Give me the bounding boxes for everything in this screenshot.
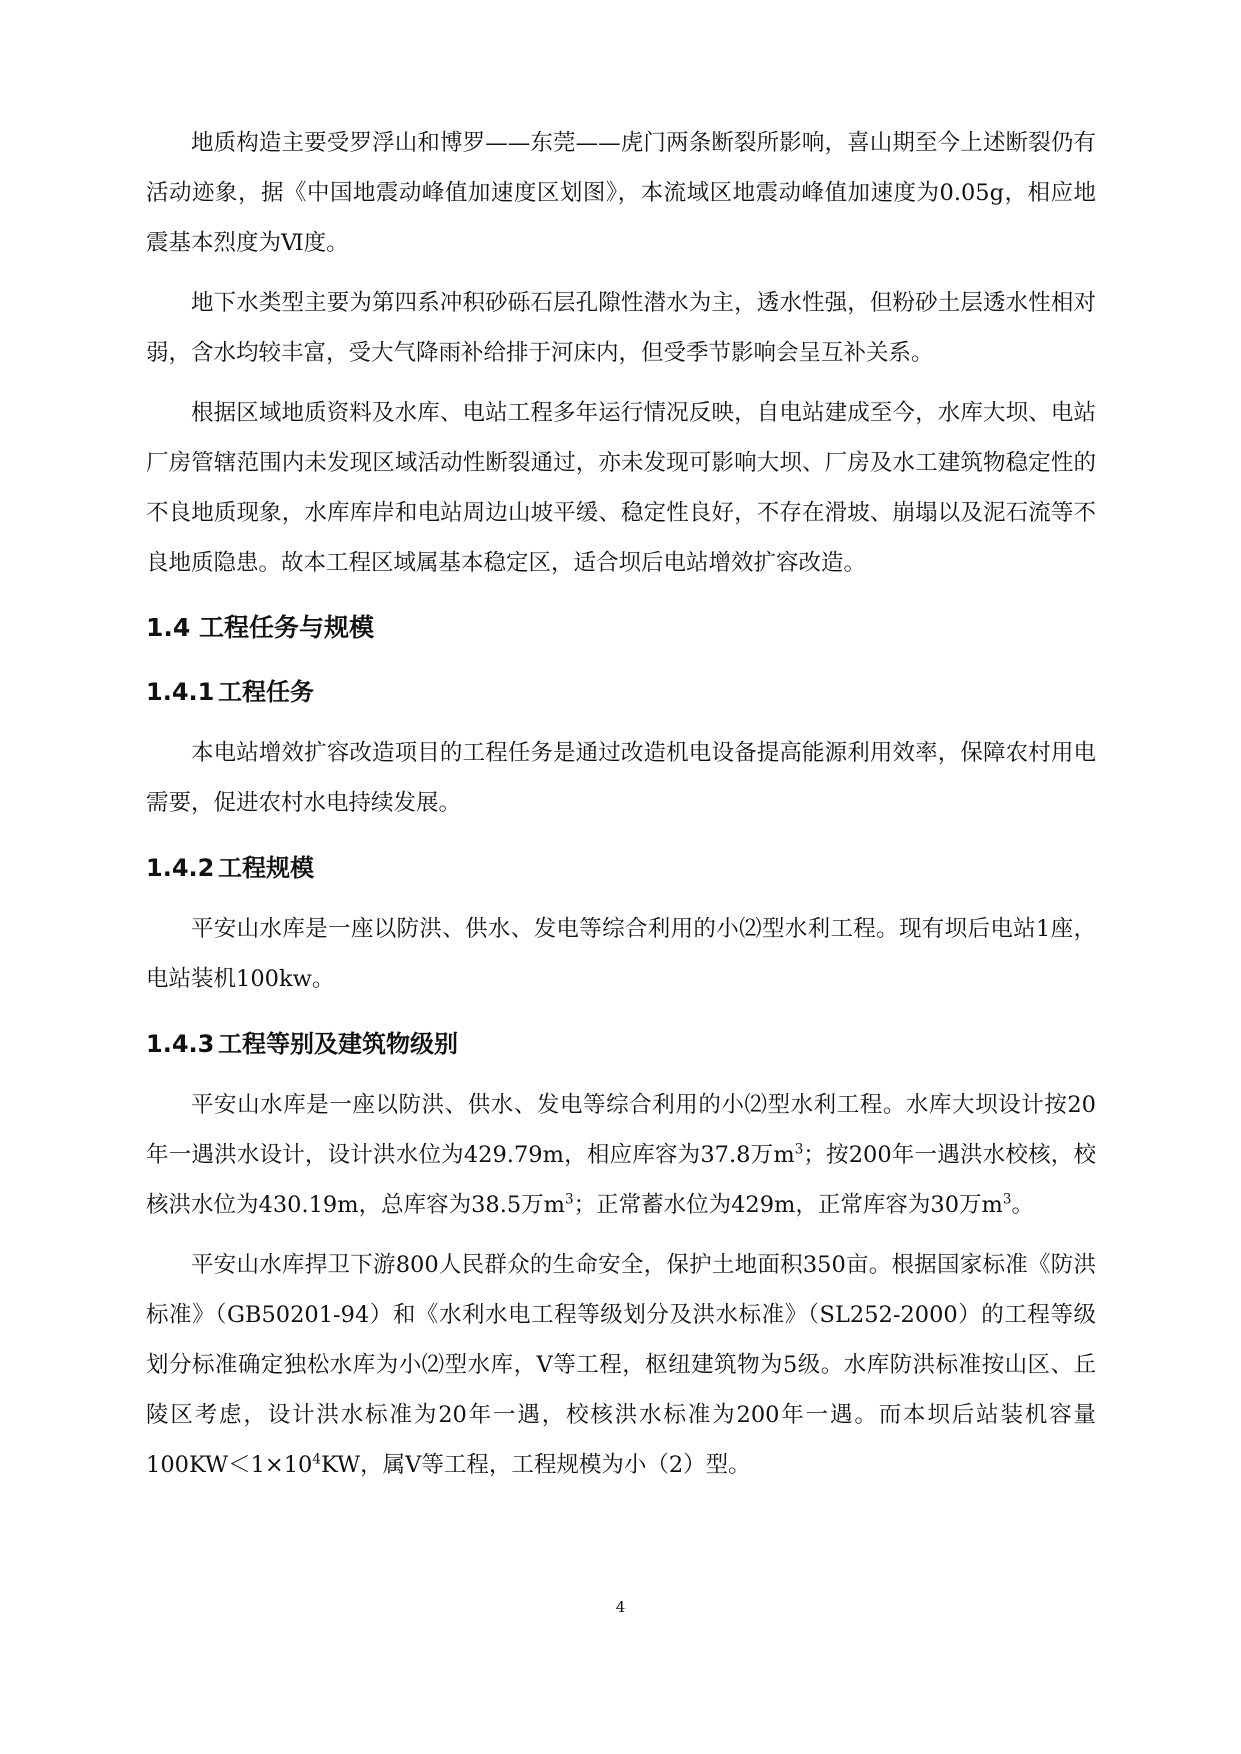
heading-title: 工程规模 [218, 854, 314, 882]
heading-1-4-2 [146, 838, 1096, 904]
heading-1-4: 1.4 工程任务与规模 [146, 613, 374, 642]
heading-title: 工程等别及建筑物级别 [218, 1030, 458, 1058]
page-number: 4 [615, 1598, 626, 1616]
superscript-4: 4 [312, 1451, 321, 1468]
heading-title: 工程任务 [218, 678, 314, 706]
paragraph-flood-standard [146, 1240, 1096, 1500]
paragraph-groundwater: 地下水类型主要为第四系冲积砂砾石层孔隙性潜水为主，透水性强，但粉砂土层透水性相对弱，含水均较丰富，受大气降雨补给排于河床内，但受季节影响会呈互补关系。 [146, 290, 1096, 366]
heading-number: 1.4.3 [146, 1030, 215, 1058]
text-run: 。 [1011, 1192, 1034, 1218]
superscript-3: 3 [1002, 1191, 1012, 1208]
document-body [146, 118, 1096, 1500]
text-run: ；正常蓄水位为429m，正常库容为30万m [573, 1192, 1003, 1218]
paragraph-project-task: 本电站增效扩容改造项目的工程任务是通过改造机电设备提高能源利用效率，保障农村用电需要，促进农村水电持续发展。 [146, 740, 1096, 816]
paragraph-geology-structure: 地质构造主要受罗浮山和博罗——东莞——虎门两条断裂所影响，喜山期至今上述断裂仍有活动迹象，据《中国地震动峰值加速度区划图》，本流域区地震动峰值加速度为0.05g，相应地震基本烈度为Ⅵ度。 [146, 130, 1096, 256]
heading-number: 1.4.2 [146, 854, 215, 882]
paragraph-reservoir-design [146, 1080, 1096, 1240]
text-run: 平安山水库捍卫下游800人民群众的生命安全，保护土地面积350亩。根据国家标准《防洪标准》（GB50201-94）和《水利水电工程等级划分及洪水标准》（SL252-2000）的工程等级划分标准确定独松水库为小⑵型水库，Ⅴ等工程，枢纽建筑物为5级。水库防洪标准按山区、丘陵区考虑，设计洪水标准为20年一遇，校核洪水标准为200年一遇。而本坝后站装机容量100KW＜1×10 [146, 1252, 1096, 1478]
text-run: KW，属Ⅴ等工程，工程规模为小（2）型。 [320, 1452, 751, 1478]
text-run: ；按200年一遇洪水校核，校核洪水位为430.19m，总库容为38.5万m [146, 1142, 1096, 1218]
heading-number: 1.4.1 [146, 678, 215, 706]
paragraph-stability: 根据区域地质资料及水库、电站工程多年运行情况反映，自电站建成至今，水库大坝、电站厂房管辖范围内未发现区域活动性断裂通过，亦未发现可影响大坝、厂房及水工建筑物稳定性的不良地质现象，水库库岸和电站周边山坡平缓、稳定性良好，不存在滑坡、崩塌以及泥石流等不良地质隐患。故本工程区域属基本稳定区，适合坝后电站增效扩容改造。 [146, 400, 1096, 576]
heading-1-4-1 [146, 662, 1096, 728]
superscript-3: 3 [794, 1141, 804, 1158]
superscript-3: 3 [565, 1191, 574, 1208]
heading-1-4-3 [146, 1014, 1096, 1080]
text-run: 平安山水库是一座以防洪、供水、发电等综合利用的小⑵型水利工程。水库大坝设计按20年一遇洪水设计，设计洪水位为429.79m，相应库容为37.8万m [146, 1092, 1096, 1168]
paragraph-project-scale: 平安山水库是一座以防洪、供水、发电等综合利用的小⑵型水利工程。现有坝后电站1座，电站装机100kw。 [146, 916, 1096, 992]
